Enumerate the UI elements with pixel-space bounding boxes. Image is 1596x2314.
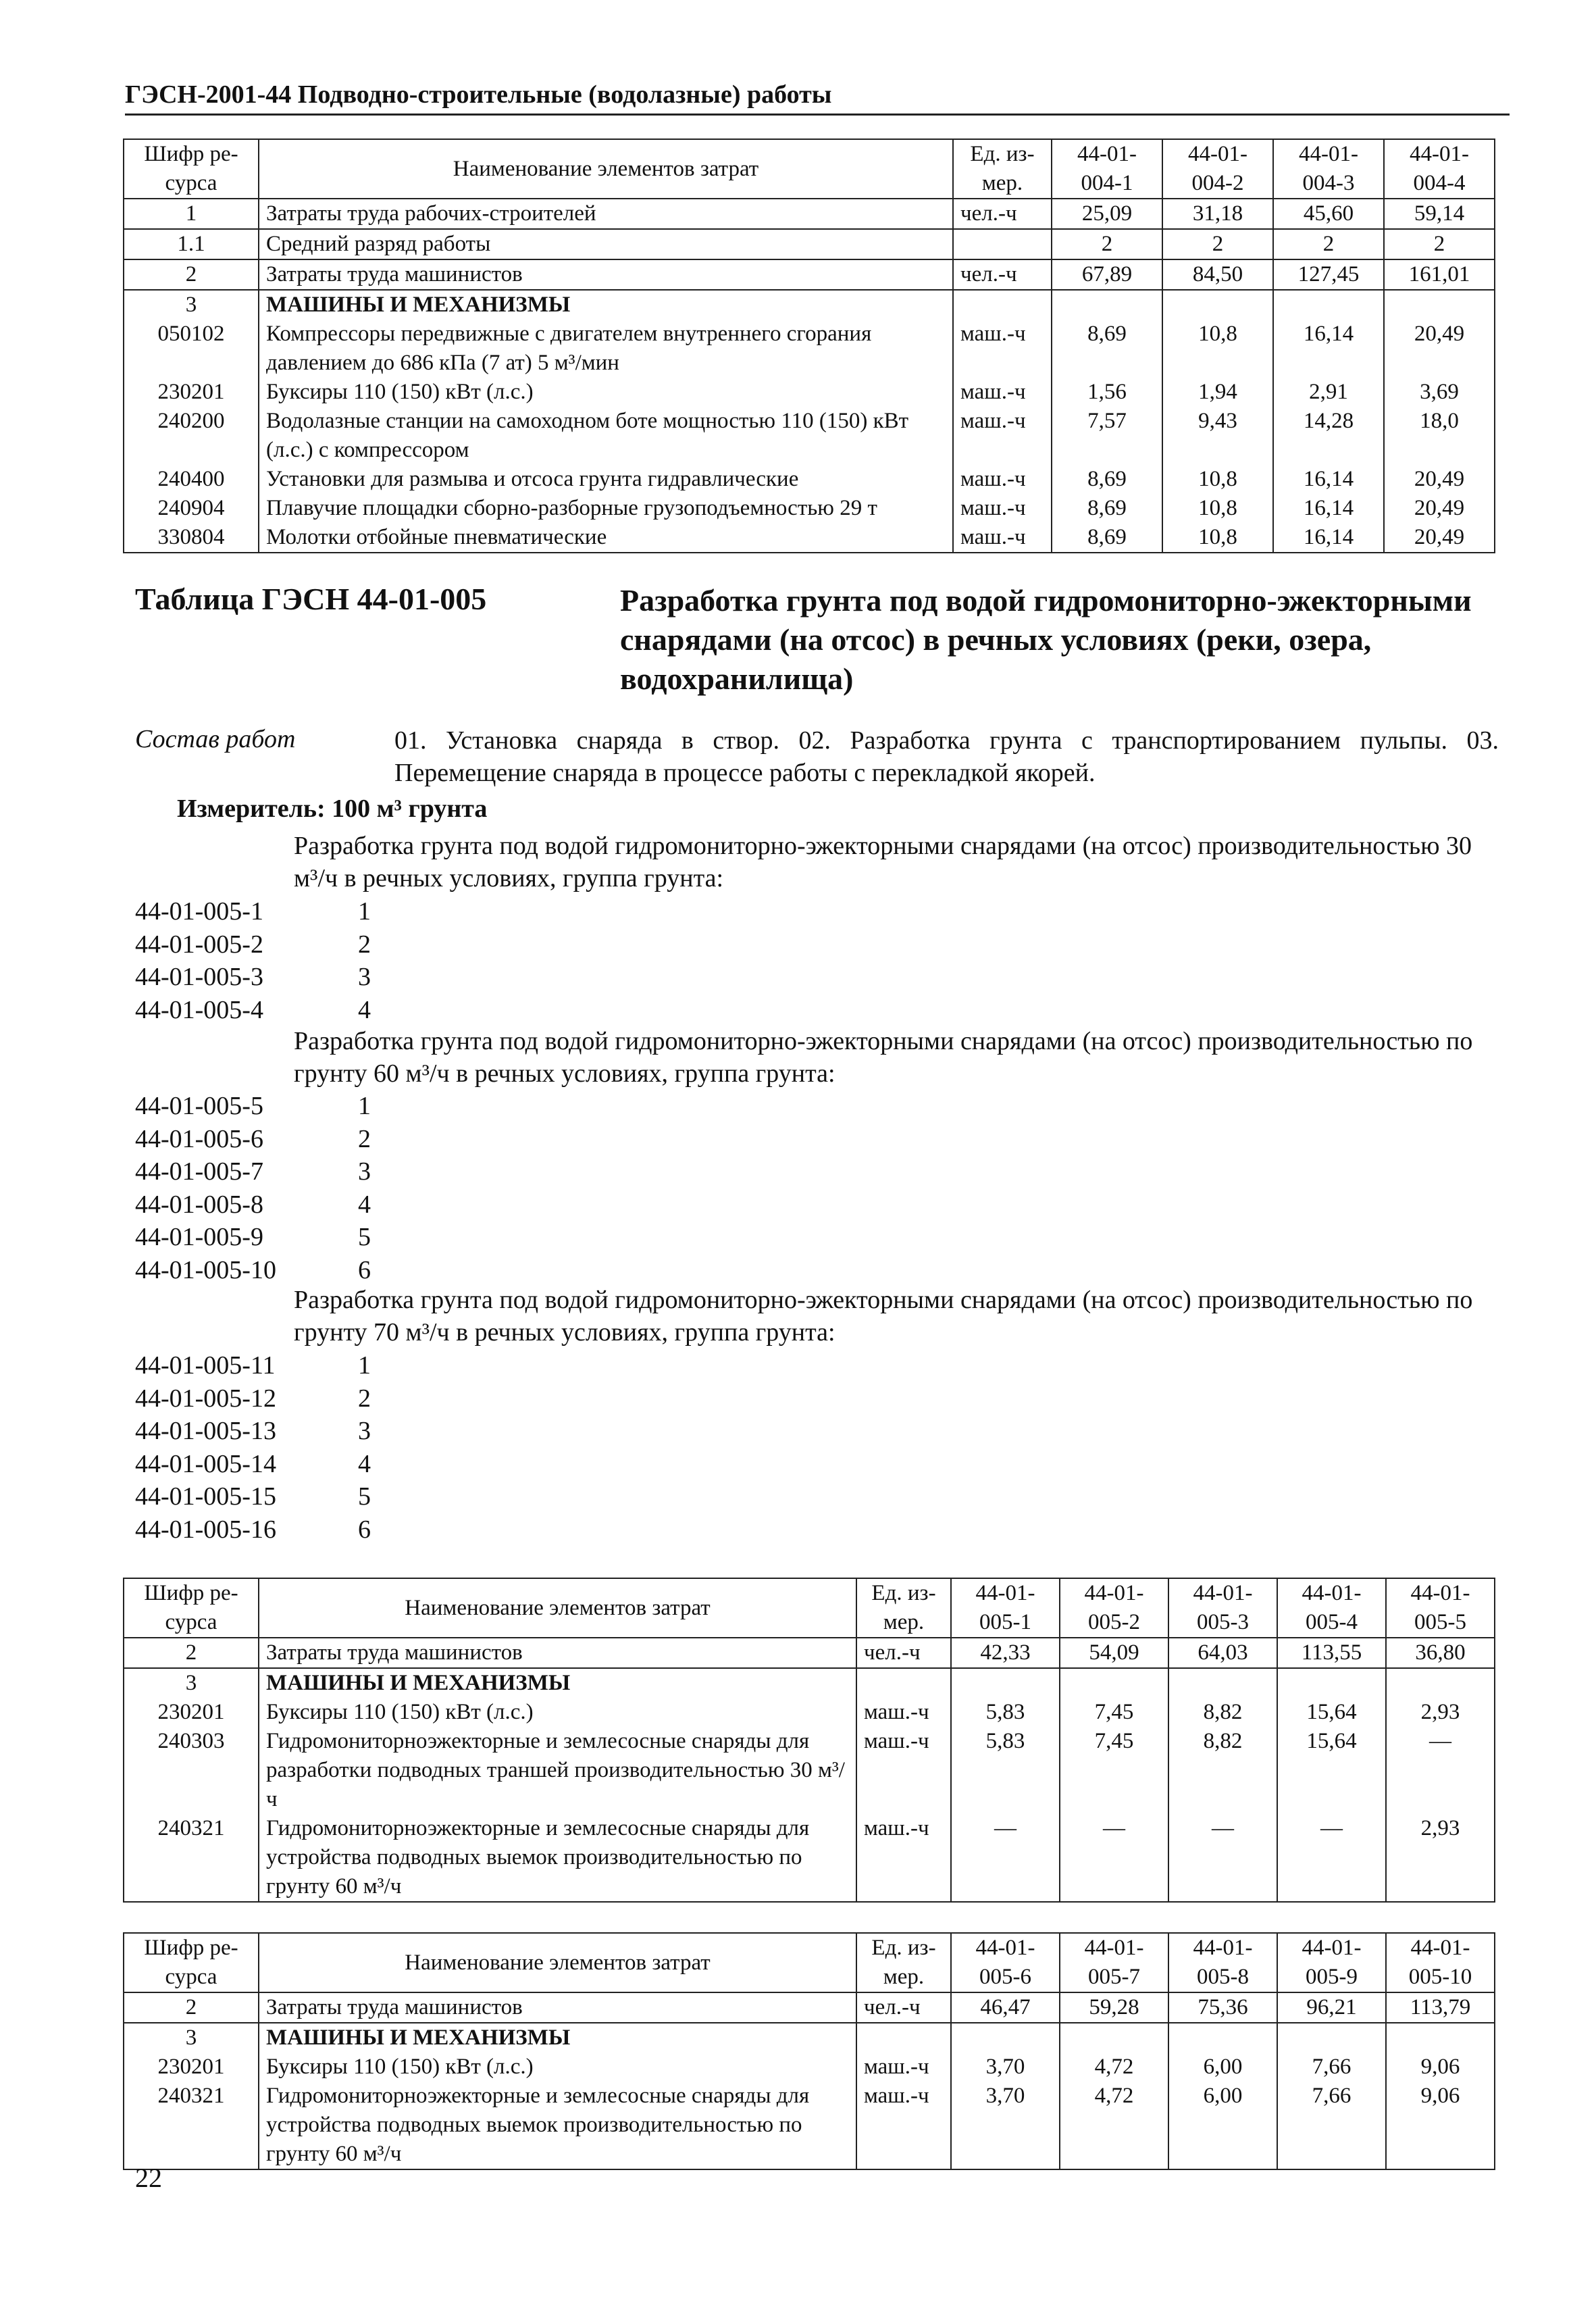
code-list-item <box>135 1415 371 1448</box>
table-row <box>124 2082 1495 2169</box>
row-value: 59,28 <box>1060 1992 1168 2023</box>
row-value <box>1273 290 1384 320</box>
group-intro-2: Разработка грунта под водой гидромониторно-эжекторными снарядами (на отсос) производительностью по грунту 60 м³/ч в речных условиях, группа грунта: <box>294 1027 1473 1088</box>
table-row <box>124 320 1495 378</box>
header-code: Шифр ре-сурса <box>124 1933 259 1992</box>
works-label: Состав работ <box>135 725 296 753</box>
table-row <box>124 259 1495 290</box>
row-name: Буксиры 110 (150) кВт (л.с.) <box>259 2053 856 2082</box>
row-code: 3 <box>124 2023 259 2053</box>
row-value: 18,0 <box>1384 407 1495 465</box>
norm-code: 44-01-005-1 <box>135 897 263 926</box>
row-value: 54,09 <box>1060 1638 1168 1668</box>
row-value: 14,28 <box>1273 407 1384 465</box>
header-col: 44-01-005-10 <box>1386 1933 1495 1992</box>
row-value <box>951 1668 1060 1698</box>
table-row <box>124 199 1495 229</box>
row-value: 6,00 <box>1168 2053 1277 2082</box>
row-value: 20,49 <box>1384 465 1495 494</box>
row-value: 15,64 <box>1277 1698 1386 1727</box>
soil-group: 2 <box>358 930 371 959</box>
row-unit <box>953 290 1052 320</box>
row-unit <box>856 2023 951 2053</box>
code-list-item <box>135 895 371 928</box>
row-value: 10,8 <box>1162 465 1273 494</box>
row-value: 3,70 <box>951 2053 1060 2082</box>
table-row <box>124 2023 1495 2053</box>
row-value: 2 <box>1052 229 1162 259</box>
row-value: 8,82 <box>1168 1698 1277 1727</box>
row-value: 45,60 <box>1273 199 1384 229</box>
row-value <box>1386 1668 1495 1698</box>
table-row <box>124 1992 1495 2023</box>
row-unit: маш.-ч <box>953 378 1052 407</box>
row-value: 10,8 <box>1162 523 1273 553</box>
row-value: 2,91 <box>1273 378 1384 407</box>
cost-table-44-01-005-1-5 <box>123 1578 1495 1903</box>
norm-code: 44-01-005-11 <box>135 1351 276 1380</box>
row-value: 7,66 <box>1277 2053 1386 2082</box>
soil-group: 1 <box>358 897 371 926</box>
header-row <box>124 1933 1495 1992</box>
row-unit: маш.-ч <box>953 320 1052 378</box>
row-value: 2,93 <box>1386 1698 1495 1727</box>
row-value: 2 <box>1273 229 1384 259</box>
code-list-item <box>135 1123 371 1156</box>
soil-group: 6 <box>358 1515 371 1544</box>
row-code: 2 <box>124 1992 259 2023</box>
row-name: Гидромониторноэжекторные и землесосные снаряды для разработки подводных траншей производительностью 30 м³/ч <box>259 1727 856 1814</box>
row-value <box>951 2023 1060 2053</box>
meter <box>177 794 487 824</box>
soil-group: 5 <box>358 1482 371 1511</box>
row-code: 230201 <box>124 378 259 407</box>
row-unit: маш.-ч <box>953 407 1052 465</box>
row-code: 050102 <box>124 320 259 378</box>
code-list-item <box>135 1090 371 1123</box>
row-value: 4,72 <box>1060 2082 1168 2169</box>
code-list-item <box>135 1188 371 1222</box>
row-value <box>1277 1668 1386 1698</box>
works-text: 01. Установка снаряда в створ. 02. Разработка грунта с транспортированием пульпы. 03. Перемещение снаряда в процессе работы с перекладкой якорей. <box>394 726 1499 787</box>
row-code: 240303 <box>124 1727 259 1814</box>
row-name: Буксиры 110 (150) кВт (л.с.) <box>259 1698 856 1727</box>
row-name: Затраты труда машинистов <box>259 1638 856 1668</box>
norm-code: 44-01-005-14 <box>135 1449 276 1478</box>
table-row <box>124 1668 1495 1698</box>
row-value <box>1162 290 1273 320</box>
code-list-item <box>135 1349 371 1382</box>
row-value: 42,33 <box>951 1638 1060 1668</box>
group-intro-1: Разработка грунта под водой гидромониторно-эжекторными снарядами (на отсос) производительностью 30 м³/ч в речных условиях, группа грунта: <box>294 832 1472 892</box>
row-value: 15,64 <box>1277 1727 1386 1814</box>
row-value: 5,83 <box>951 1727 1060 1814</box>
row-unit: маш.-ч <box>856 1698 951 1727</box>
code-list-item <box>135 1221 371 1254</box>
row-value: 16,14 <box>1273 465 1384 494</box>
row-unit: маш.-ч <box>953 523 1052 553</box>
soil-group: 4 <box>358 1190 371 1219</box>
row-value: 113,79 <box>1386 1992 1495 2023</box>
row-name: МАШИНЫ И МЕХАНИЗМЫ <box>259 2023 856 2053</box>
soil-group: 4 <box>358 995 371 1024</box>
norm-code: 44-01-005-5 <box>135 1092 263 1120</box>
table-row <box>124 290 1495 320</box>
header-col: 44-01-005-3 <box>1168 1578 1277 1638</box>
header-col: 44-01-005-6 <box>951 1933 1060 1992</box>
row-value: 20,49 <box>1384 523 1495 553</box>
header-row <box>124 1578 1495 1638</box>
norm-code: 44-01-005-12 <box>135 1384 276 1413</box>
row-value: 2 <box>1384 229 1495 259</box>
row-name: Установки для размыва и отсоса грунта гидравлические <box>259 465 953 494</box>
row-unit: чел.-ч <box>953 199 1052 229</box>
row-code: 3 <box>124 290 259 320</box>
header-col: 44-01-004-3 <box>1273 139 1384 199</box>
norm-code: 44-01-005-3 <box>135 963 263 991</box>
row-value: 84,50 <box>1162 259 1273 290</box>
code-list-item <box>135 1448 371 1481</box>
soil-group: 3 <box>358 963 371 991</box>
code-list-item <box>135 961 371 994</box>
header-col: 44-01-004-4 <box>1384 139 1495 199</box>
soil-group: 3 <box>358 1417 371 1445</box>
row-value <box>1386 2023 1495 2053</box>
row-value: 3,69 <box>1384 378 1495 407</box>
code-list-3 <box>135 1349 371 1546</box>
header-col: 44-01-005-2 <box>1060 1578 1168 1638</box>
row-name: Водолазные станции на самоходном боте мощностью 110 (150) кВт (л.с.) с компрессором <box>259 407 953 465</box>
row-code: 1.1 <box>124 229 259 259</box>
table-row <box>124 1638 1495 1668</box>
row-value: 20,49 <box>1384 320 1495 378</box>
header-name: Наименование элементов затрат <box>259 1578 856 1638</box>
row-value <box>1277 2023 1386 2053</box>
meter-text: Измеритель: 100 м³ грунта <box>177 795 488 823</box>
row-value: 36,80 <box>1386 1638 1495 1668</box>
row-value: — <box>951 1814 1060 1902</box>
row-name: Плавучие площадки сборно-разборные грузоподъемностью 29 т <box>259 494 953 523</box>
code-list-item <box>135 1155 371 1188</box>
row-value: 10,8 <box>1162 494 1273 523</box>
table-row <box>124 1814 1495 1902</box>
row-code: 240200 <box>124 407 259 465</box>
row-value <box>1384 290 1495 320</box>
header-name: Наименование элементов затрат <box>259 1933 856 1992</box>
row-unit: маш.-ч <box>856 1814 951 1902</box>
code-list-item <box>135 1382 371 1415</box>
row-code: 230201 <box>124 2053 259 2082</box>
soil-group: 1 <box>358 1351 371 1380</box>
row-value: 6,00 <box>1168 2082 1277 2169</box>
row-name: Затраты труда машинистов <box>259 1992 856 2023</box>
row-value: 7,57 <box>1052 407 1162 465</box>
row-value: 31,18 <box>1162 199 1273 229</box>
header-col: 44-01-004-1 <box>1052 139 1162 199</box>
row-code: 240904 <box>124 494 259 523</box>
row-unit <box>953 229 1052 259</box>
code-list-item <box>135 994 371 1027</box>
row-name: Гидромониторноэжекторные и землесосные снаряды для устройства подводных выемок производительностью по грунту 60 м³/ч <box>259 1814 856 1902</box>
row-unit <box>856 1668 951 1698</box>
row-value: 2 <box>1162 229 1273 259</box>
row-name: Затраты труда машинистов <box>259 259 953 290</box>
row-code: 230201 <box>124 1698 259 1727</box>
row-value: 8,69 <box>1052 320 1162 378</box>
cost-table-44-01-004 <box>123 139 1495 553</box>
soil-group: 2 <box>358 1124 371 1153</box>
row-code: 240400 <box>124 465 259 494</box>
header-code: Шифр ре-сурса <box>124 139 259 199</box>
row-value: 16,14 <box>1273 320 1384 378</box>
table-heading: Разработка грунта под водой гидромониторно-эжекторными снарядами (на отсос) в речных условиях (реки, озера, водохранилища) <box>620 583 1472 696</box>
cost-table-44-01-005-6-10 <box>123 1932 1495 2170</box>
row-code: 1 <box>124 199 259 229</box>
row-value: 7,45 <box>1060 1727 1168 1814</box>
row-unit: чел.-ч <box>856 1992 951 2023</box>
row-value: 9,06 <box>1386 2053 1495 2082</box>
row-value: 1,56 <box>1052 378 1162 407</box>
norm-code: 44-01-005-2 <box>135 930 263 959</box>
row-value: 8,69 <box>1052 465 1162 494</box>
norm-code: 44-01-005-8 <box>135 1190 263 1219</box>
row-code: 2 <box>124 259 259 290</box>
code-list-item <box>135 1513 371 1546</box>
row-name: МАШИНЫ И МЕХАНИЗМЫ <box>259 290 953 320</box>
table-row <box>124 494 1495 523</box>
row-code: 240321 <box>124 2082 259 2169</box>
row-value: — <box>1277 1814 1386 1902</box>
code-list-item <box>135 1480 371 1513</box>
row-value: 20,49 <box>1384 494 1495 523</box>
table-row <box>124 378 1495 407</box>
page-number: 22 <box>135 2163 162 2193</box>
row-unit: маш.-ч <box>953 494 1052 523</box>
row-value: 8,69 <box>1052 523 1162 553</box>
row-name: Затраты труда рабочих-строителей <box>259 199 953 229</box>
soil-group: 5 <box>358 1223 371 1251</box>
table-row <box>124 465 1495 494</box>
row-name: Буксиры 110 (150) кВт (л.с.) <box>259 378 953 407</box>
code-list-2 <box>135 1090 371 1286</box>
norm-code: 44-01-005-15 <box>135 1482 276 1511</box>
norm-code: 44-01-005-10 <box>135 1255 276 1284</box>
row-value: 67,89 <box>1052 259 1162 290</box>
row-name: Молотки отбойные пневматические <box>259 523 953 553</box>
row-value: 9,06 <box>1386 2082 1495 2169</box>
row-value: 9,43 <box>1162 407 1273 465</box>
header-col: 44-01-005-1 <box>951 1578 1060 1638</box>
row-unit: чел.-ч <box>856 1638 951 1668</box>
row-unit: маш.-ч <box>856 1727 951 1814</box>
row-value: 8,82 <box>1168 1727 1277 1814</box>
row-value: 64,03 <box>1168 1638 1277 1668</box>
row-value: 113,55 <box>1277 1638 1386 1668</box>
row-value <box>1168 1668 1277 1698</box>
norm-code: 44-01-005-9 <box>135 1223 263 1251</box>
soil-group: 4 <box>358 1449 371 1478</box>
row-code: 240321 <box>124 1814 259 1902</box>
soil-group: 1 <box>358 1092 371 1120</box>
row-name: Компрессоры передвижные с двигателем внутреннего сгорания давлением до 686 кПа (7 ат) 5 м³/мин <box>259 320 953 378</box>
header-col: 44-01-005-5 <box>1386 1578 1495 1638</box>
group-intro-3: Разработка грунта под водой гидромониторно-эжекторными снарядами (на отсос) производительностью по грунту 70 м³/ч в речных условиях, группа грунта: <box>294 1286 1473 1347</box>
norm-code: 44-01-005-4 <box>135 995 263 1024</box>
row-value: — <box>1168 1814 1277 1902</box>
row-unit: маш.-ч <box>856 2082 951 2169</box>
soil-group: 6 <box>358 1255 371 1284</box>
row-name: МАШИНЫ И МЕХАНИЗМЫ <box>259 1668 856 1698</box>
row-code: 2 <box>124 1638 259 1668</box>
row-value <box>1052 290 1162 320</box>
row-unit: маш.-ч <box>953 465 1052 494</box>
table-row <box>124 1698 1495 1727</box>
header-col: 44-01-005-4 <box>1277 1578 1386 1638</box>
row-value: 3,70 <box>951 2082 1060 2169</box>
row-value: 96,21 <box>1277 1992 1386 2023</box>
row-value: 1,94 <box>1162 378 1273 407</box>
norm-code: 44-01-005-6 <box>135 1124 263 1153</box>
row-value: 2,93 <box>1386 1814 1495 1902</box>
row-value <box>1060 1668 1168 1698</box>
table-row <box>124 523 1495 553</box>
header-unit: Ед. из-мер. <box>953 139 1052 199</box>
header-name: Наименование элементов затрат <box>259 139 953 199</box>
header-unit: Ед. из-мер. <box>856 1578 951 1638</box>
row-code: 330804 <box>124 523 259 553</box>
header-col: 44-01-005-7 <box>1060 1933 1168 1992</box>
row-value: 5,83 <box>951 1698 1060 1727</box>
header-row <box>124 139 1495 199</box>
table-row <box>124 1727 1495 1814</box>
table-row <box>124 229 1495 259</box>
row-value: 25,09 <box>1052 199 1162 229</box>
table-row <box>124 407 1495 465</box>
header-col: 44-01-005-8 <box>1168 1933 1277 1992</box>
row-unit: маш.-ч <box>856 2053 951 2082</box>
soil-group: 3 <box>358 1157 371 1186</box>
norm-code: 44-01-005-13 <box>135 1417 276 1445</box>
row-value: 4,72 <box>1060 2053 1168 2082</box>
norm-code: 44-01-005-7 <box>135 1157 263 1186</box>
row-value: 75,36 <box>1168 1992 1277 2023</box>
header-col: 44-01-005-9 <box>1277 1933 1386 1992</box>
row-name: Гидромониторноэжекторные и землесосные снаряды для устройства подводных выемок производительностью по грунту 60 м³/ч <box>259 2082 856 2169</box>
table-row <box>124 2053 1495 2082</box>
row-value: 7,45 <box>1060 1698 1168 1727</box>
row-value: 10,8 <box>1162 320 1273 378</box>
row-value: 16,14 <box>1273 494 1384 523</box>
row-value: 8,69 <box>1052 494 1162 523</box>
code-list-1 <box>135 895 371 1026</box>
norm-code: 44-01-005-16 <box>135 1515 276 1544</box>
row-value: 7,66 <box>1277 2082 1386 2169</box>
row-code: 3 <box>124 1668 259 1698</box>
row-unit: чел.-ч <box>953 259 1052 290</box>
code-list-item <box>135 928 371 961</box>
row-value: 46,47 <box>951 1992 1060 2023</box>
header-unit: Ед. из-мер. <box>856 1933 951 1992</box>
row-value: 16,14 <box>1273 523 1384 553</box>
code-list-item <box>135 1254 371 1287</box>
soil-group: 2 <box>358 1384 371 1413</box>
row-name: Средний разряд работы <box>259 229 953 259</box>
row-value: 127,45 <box>1273 259 1384 290</box>
table-title: Таблица ГЭСН 44-01-005 <box>135 582 487 616</box>
header-code: Шифр ре-сурса <box>124 1578 259 1638</box>
row-value: — <box>1386 1727 1495 1814</box>
row-value <box>1060 2023 1168 2053</box>
header-col: 44-01-004-2 <box>1162 139 1273 199</box>
running-head: ГЭСН-2001-44 Подводно-строительные (водолазные) работы <box>125 80 1510 116</box>
row-value: 161,01 <box>1384 259 1495 290</box>
row-value: 59,14 <box>1384 199 1495 229</box>
row-value <box>1168 2023 1277 2053</box>
row-value: — <box>1060 1814 1168 1902</box>
